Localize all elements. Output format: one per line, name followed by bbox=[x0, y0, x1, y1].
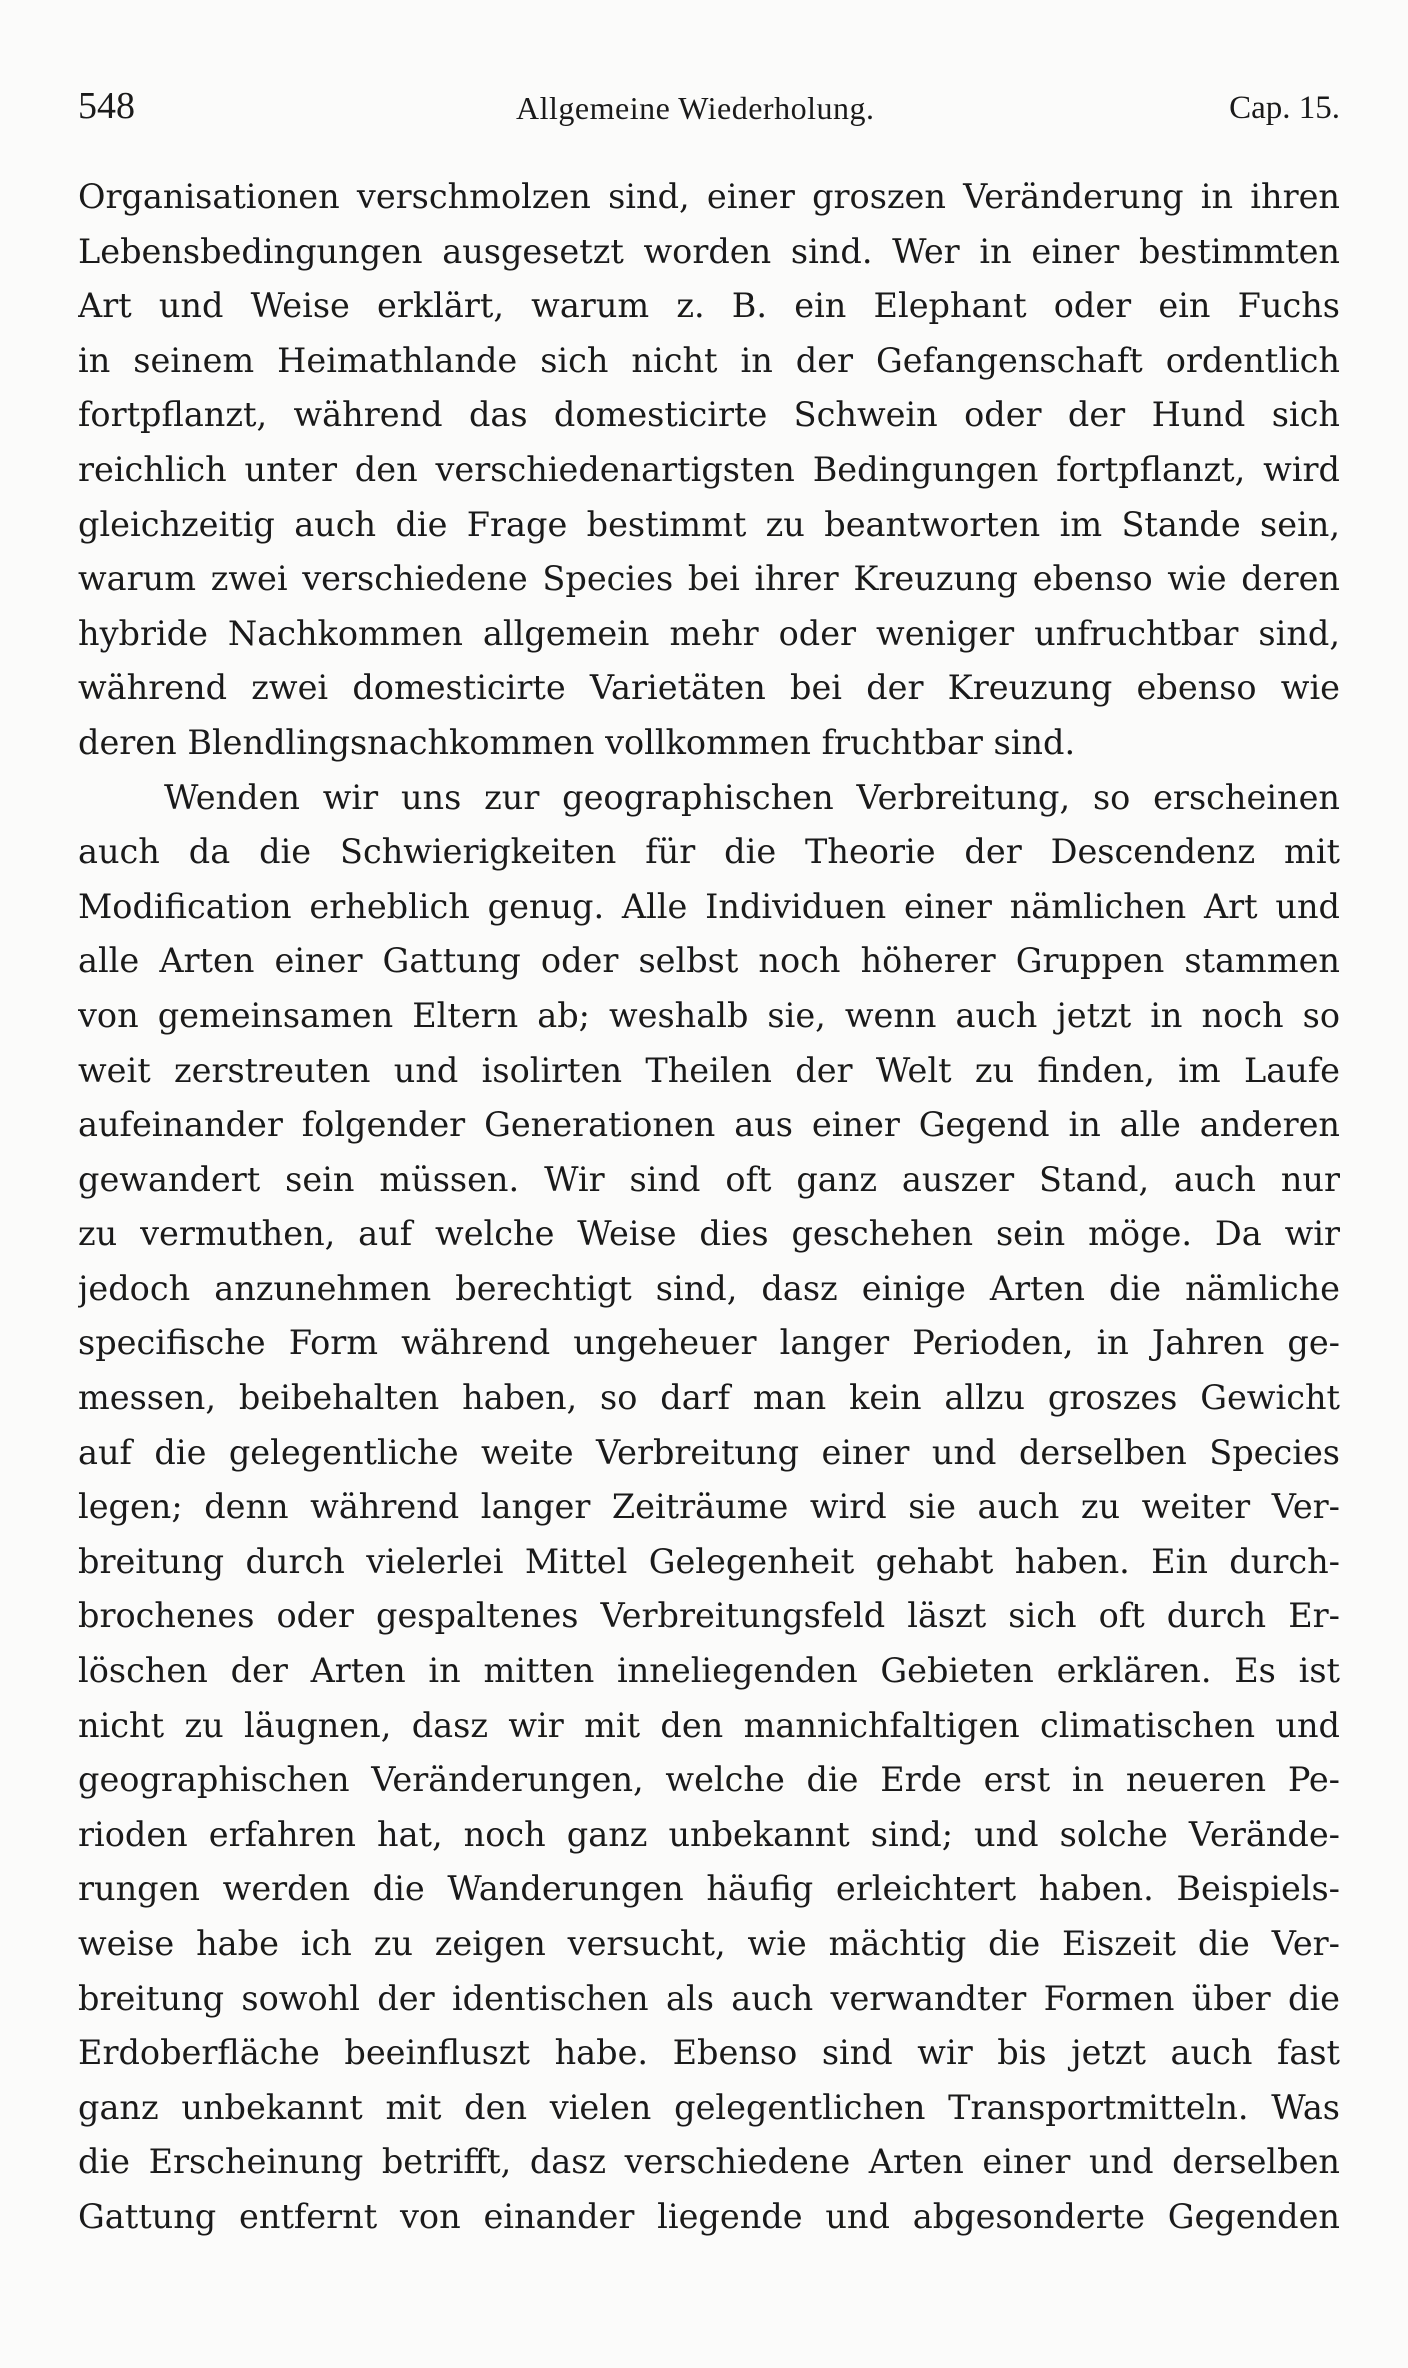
text-line: Lebensbedingungen ausgesetzt worden sind. Wer in einer bestimmten bbox=[78, 231, 1340, 271]
text-line: Organisationen verschmolzen sind, einer groszen Veränderung in ihren bbox=[78, 177, 1340, 216]
chapter-label: Cap. 15. bbox=[1229, 90, 1340, 126]
text-line: ganz unbekannt mit den vielen gelegentlichen Transportmitteln. Was bbox=[78, 2087, 1340, 2127]
text-line: während zwei domesticirte Varietäten bei der Kreuzung ebenso wie bbox=[78, 668, 1340, 708]
text-line: hybride Nachkommen allgemein mehr oder weniger unfruchtbar sind, bbox=[78, 613, 1340, 653]
text-line: gewandert sein müssen. Wir sind oft ganz auszer Stand, auch nur bbox=[78, 1159, 1340, 1199]
text-line: Erdoberfläche beeinfluszt habe. Ebenso sind wir bis jetzt auch fast bbox=[78, 2033, 1340, 2073]
text-line: nicht zu läugnen, dasz wir mit den mannichfaltigen climatischen und bbox=[78, 1705, 1340, 1745]
text-line: messen, beibehalten haben, so darf man kein allzu groszes Gewicht bbox=[78, 1378, 1340, 1418]
text-line: von gemeinsamen Eltern ab; weshalb sie, wenn auch jetzt in noch so bbox=[78, 995, 1340, 1035]
text-line: Art und Weise erklärt, warum z. B. ein Elephant oder ein Fuchs bbox=[78, 286, 1340, 326]
text-line: jedoch anzunehmen berechtigt sind, dasz einige Arten die nämliche bbox=[78, 1268, 1340, 1308]
text-line: fortpflanzt, während das domesticirte Schwein oder der Hund sich bbox=[78, 395, 1340, 435]
text-line: die Erscheinung betrifft, dasz verschiedene Arten einer und derselben bbox=[78, 2142, 1340, 2182]
text-line: legen; denn während langer Zeiträume wird sie auch zu weiter Ver- bbox=[78, 1487, 1340, 1527]
text-line: rioden erfahren hat, noch ganz unbekannt sind; und solche Verände- bbox=[78, 1814, 1340, 1854]
text-line: warum zwei verschiedene Species bei ihrer Kreuzung ebenso wie deren bbox=[78, 559, 1340, 599]
paragraph-start-line: Wenden wir uns zur geographischen Verbreitung, so erscheinen bbox=[164, 777, 1340, 817]
text-line: zu vermuthen, auf welche Weise dies geschehen sein möge. Da wir bbox=[78, 1214, 1340, 1254]
text-line: auch da die Schwierigkeiten für die Theorie der Descendenz mit bbox=[78, 832, 1340, 872]
paragraph-end-line: deren Blendlingsnachkommen vollkommen fruchtbar sind. bbox=[78, 722, 1076, 762]
text-line: breitung sowohl der identischen als auch verwandter Formen über die bbox=[78, 1978, 1340, 2018]
text-line: aufeinander folgender Generationen aus einer Gegend in alle anderen bbox=[78, 1105, 1340, 1145]
text-line: Modification erheblich genug. Alle Individuen einer nämlichen Art und bbox=[78, 886, 1340, 926]
text-line: specifische Form während ungeheuer langer Perioden, in Jahren ge- bbox=[78, 1323, 1340, 1363]
running-title: Allgemeine Wiederholung. bbox=[516, 90, 875, 126]
text-line: rungen werden die Wanderungen häufig erleichtert haben. Beispiels- bbox=[78, 1869, 1340, 1909]
body-text bbox=[78, 170, 1340, 2245]
page-number: 548 bbox=[78, 85, 135, 127]
text-line: weise habe ich zu zeigen versucht, wie mächtig die Eiszeit die Ver- bbox=[78, 1924, 1340, 1963]
text-line: löschen der Arten in mitten inneliegenden Gebieten erklären. Es ist bbox=[78, 1651, 1340, 1691]
text-line: in seinem Heimathlande sich nicht in der Gefangenschaft ordentlich bbox=[78, 340, 1340, 380]
text-line: geographischen Veränderungen, welche die Erde erst in neueren Pe- bbox=[78, 1760, 1340, 1800]
text-line: gleichzeitig auch die Frage bestimmt zu beantworten im Stande sein, bbox=[78, 504, 1340, 544]
text-line: auf die gelegentliche weite Verbreitung einer und derselben Species bbox=[78, 1432, 1340, 1472]
text-line: Gattung entfernt von einander liegende und abgesonderte Gegenden bbox=[78, 2196, 1340, 2236]
text-line: reichlich unter den verschiedenartigsten Bedingungen fortpflanzt, wird bbox=[78, 449, 1340, 489]
page-header bbox=[78, 84, 1340, 144]
text-line: weit zerstreuten und isolirten Theilen der Welt zu finden, im Laufe bbox=[78, 1050, 1340, 1090]
text-line: alle Arten einer Gattung oder selbst noch höherer Gruppen stammen bbox=[78, 941, 1340, 981]
text-line: breitung durch vielerlei Mittel Gelegenheit gehabt haben. Ein durch- bbox=[78, 1541, 1340, 1581]
text-line: brochenes oder gespaltenes Verbreitungsfeld läszt sich oft durch Er- bbox=[78, 1596, 1340, 1636]
